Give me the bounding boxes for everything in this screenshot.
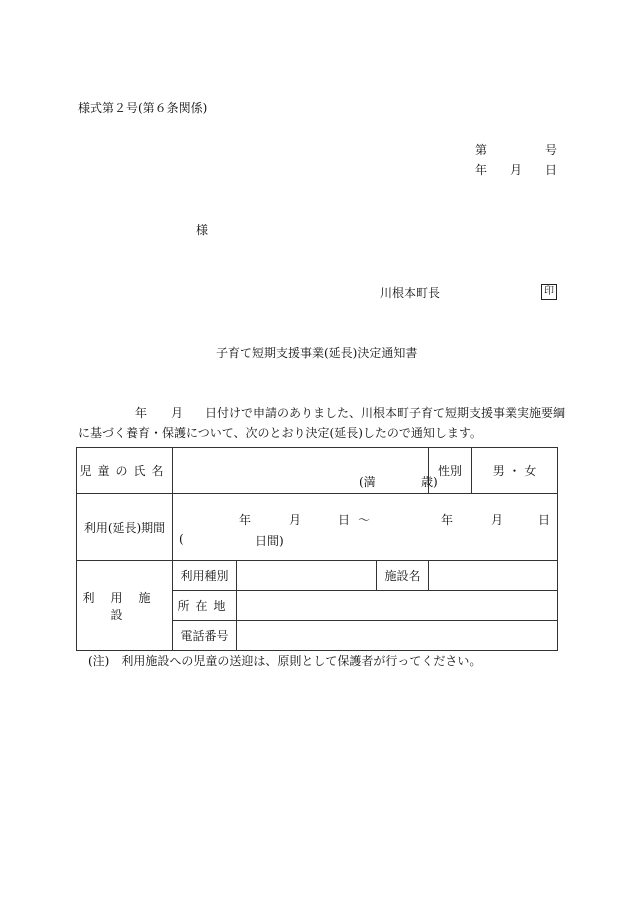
document-number <box>475 143 557 157</box>
table-row <box>77 561 558 591</box>
document-title: 子育て短期支援事業(延長)決定通知書 <box>216 346 418 360</box>
gender-options-box <box>472 448 557 493</box>
location-label: 所在地 <box>177 599 232 613</box>
issue-date-year: 年 <box>475 163 488 177</box>
notification-form-table <box>76 447 558 651</box>
usage-type-label-cell <box>173 561 237 591</box>
period-start-year: 年 <box>239 513 252 527</box>
body-year: 年 <box>135 406 148 420</box>
table-row <box>77 494 558 561</box>
body-line-1 <box>78 406 565 420</box>
recipient-honorific: 様 <box>196 223 209 237</box>
child-name-cell <box>173 448 438 494</box>
body-line-2: に基づく養育・保護について、次のとおり決定(延長)したので通知します。 <box>78 426 482 440</box>
period-end-day: 日 <box>538 513 551 527</box>
form-reference: 様式第２号(第６条関係) <box>78 101 208 115</box>
period-days-open: ( <box>179 532 184 546</box>
number-prefix: 第 <box>475 143 488 157</box>
body-line-1-text: 日付けで申請のありました、川根本町子育て短期支援事業実施要綱 <box>205 406 566 420</box>
number-suffix: 号 <box>544 143 557 157</box>
usage-type-label: 利用種別 <box>180 569 229 583</box>
phone-value-cell <box>237 621 558 651</box>
gender-label: 性別 <box>438 464 463 478</box>
table-row <box>77 448 558 494</box>
phone-label: 電話番号 <box>180 629 229 643</box>
period-cell <box>173 494 558 561</box>
age-open: (満 <box>359 475 376 489</box>
facility-name-label-cell <box>377 561 429 591</box>
location-value-cell <box>237 591 558 621</box>
period-end-month: 月 <box>491 513 504 527</box>
note-text: (注) 利用施設への児童の送迎は、原則として保護者が行ってください。 <box>88 654 482 668</box>
period-start-month: 月 <box>289 513 302 527</box>
period-label-cell <box>77 494 173 561</box>
location-label-cell <box>173 591 237 621</box>
child-name-label: 児童の氏名 <box>79 464 170 478</box>
period-start-day: 日 <box>338 513 351 527</box>
child-name-label-cell <box>77 448 173 494</box>
issue-date-month: 月 <box>509 163 522 177</box>
gender-options: 男 ・ 女 <box>492 464 537 478</box>
facility-name-label: 施設名 <box>384 569 421 583</box>
body-month: 月 <box>171 406 184 420</box>
issuer-title: 川根本町長 <box>380 286 441 300</box>
period-tilde: 〜 <box>358 513 371 527</box>
period-days-close: 日間) <box>255 534 284 548</box>
period-label: 利用(延長)期間 <box>83 520 166 535</box>
period-end-year: 年 <box>441 513 454 527</box>
facility-label-cell <box>77 561 173 651</box>
issue-date-day: 日 <box>544 163 557 177</box>
gender-cell <box>429 448 558 494</box>
facility-name-value-cell <box>429 561 558 591</box>
age-close: 歳) <box>421 475 438 489</box>
usage-type-value-cell <box>237 561 377 591</box>
seal-mark: 印 <box>541 284 557 300</box>
phone-label-cell <box>173 621 237 651</box>
issue-date <box>475 163 557 177</box>
facility-label: 利用施設 <box>82 590 167 622</box>
